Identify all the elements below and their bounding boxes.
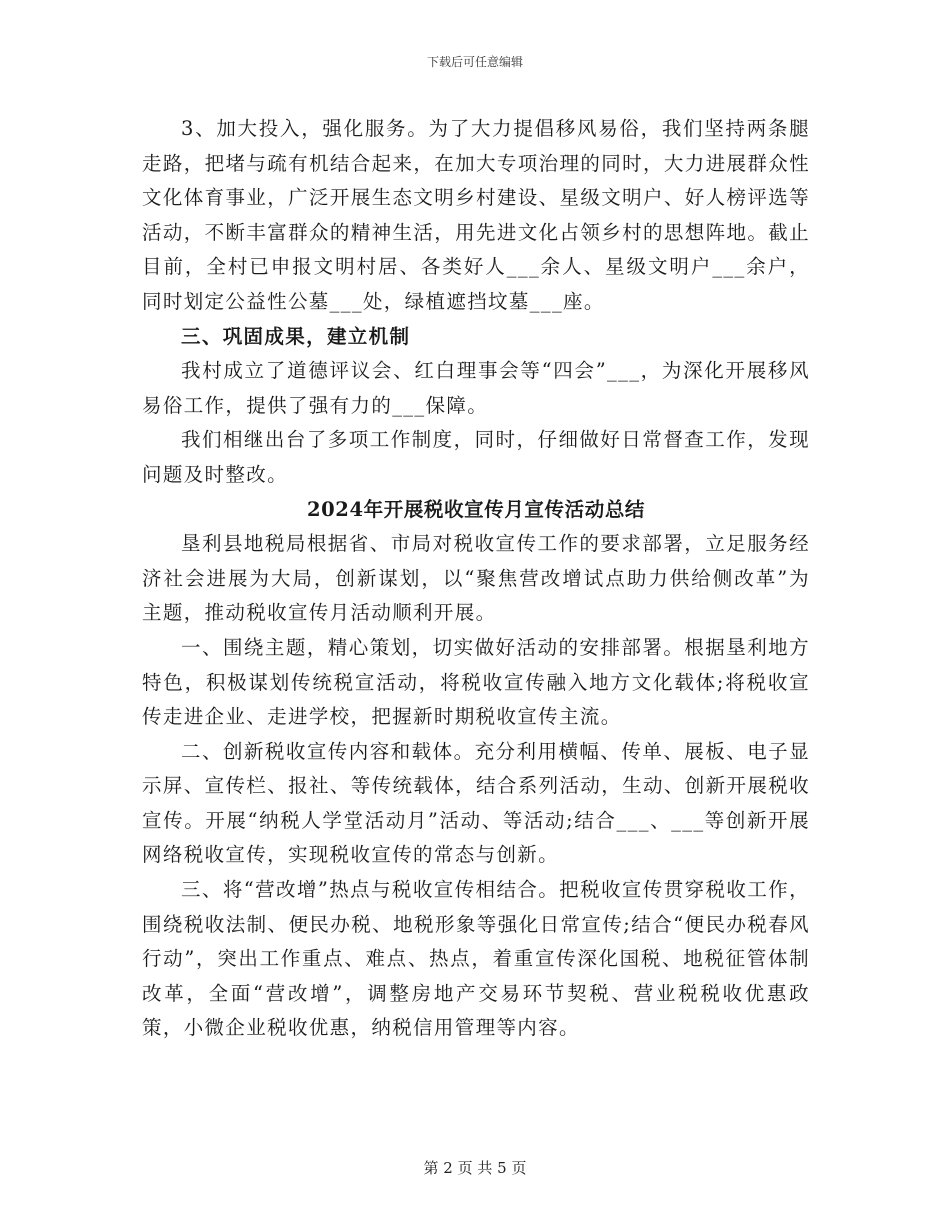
page-header: 下载后可任意编辑 (426, 55, 523, 69)
page-footer: 第 2 页 共 5 页 (423, 1159, 527, 1177)
paragraph-work-system: 我们相继出台了多项工作制度，同时，仔细做好日常督查工作，发现问题及时整改。 (142, 428, 810, 486)
paragraph-3-services: 3、加大投入，强化服务。为了大力提倡移风易俗，我们坚持两条腿走路，把堵与疏有机结合起来，在加大专项治理的同时，大力进展群众性文化体育事业，广泛开展生态文明乡村建设、星级文明户、好人榜评选等活动，不断丰富群众的精神生活，用先进文化占领乡村的思想阵地。截止目前，全村已申报文明村居、各类好人___余人、星级文明户___余户，同时划定公益性公墓___处，绿植遮挡坟墓___座。 (142, 117, 810, 313)
paragraph-intro: 垦利县地税局根据省、市局对税收宣传工作的要求部署，立足服务经济社会进展为大局，创新谋划，以“聚焦营改增试点助力供给侧改革”为主题，推动税收宣传月活动顺利开展。 (142, 532, 810, 625)
section-heading-3: 三、巩固成果，建立机制 (181, 324, 411, 348)
paragraph-four-councils: 我村成立了道德评议会、红白理事会等“四会”___，为深化开展移风易俗工作，提供了强有力的___保障。 (142, 359, 810, 417)
paragraph-point-1: 一、围绕主题，精心策划，切实做好活动的安排部署。根据垦利地方特色，积极谋划传统税宣活动，将税收宣传融入地方文化载体;将税收宣传走进企业、走进学校，把握新时期税收宣传主流。 (142, 635, 810, 729)
document-title: 2024年开展税收宣传月宣传活动总结 (306, 497, 646, 521)
paragraph-point-2: 二、创新税收宣传内容和载体。充分利用横幅、传单、展板、电子显示屏、宣传栏、报社、等传统载体，结合系列活动，生动、创新开展税收宣传。开展“纳税人学堂活动月”活动、等活动;结合___、___等创新开展网络税收宣传，实现税收宣传的常态与创新。 (142, 739, 810, 867)
paragraph-point-3: 三、将“营改增”热点与税收宣传相结合。把税收宣传贯穿税收工作，围绕税收法制、便民办税、地税形象等强化日常宣传;结合“便民办税春风行动”，突出工作重点、难点、热点，着重宣传深化国税、地税征管体制改革，全面“营改增”，调整房地产交易环节契税、营业税税收优惠政策，小微企业税收优惠，纳税信用管理等内容。 (142, 878, 810, 1040)
document-body (142, 112, 810, 1046)
